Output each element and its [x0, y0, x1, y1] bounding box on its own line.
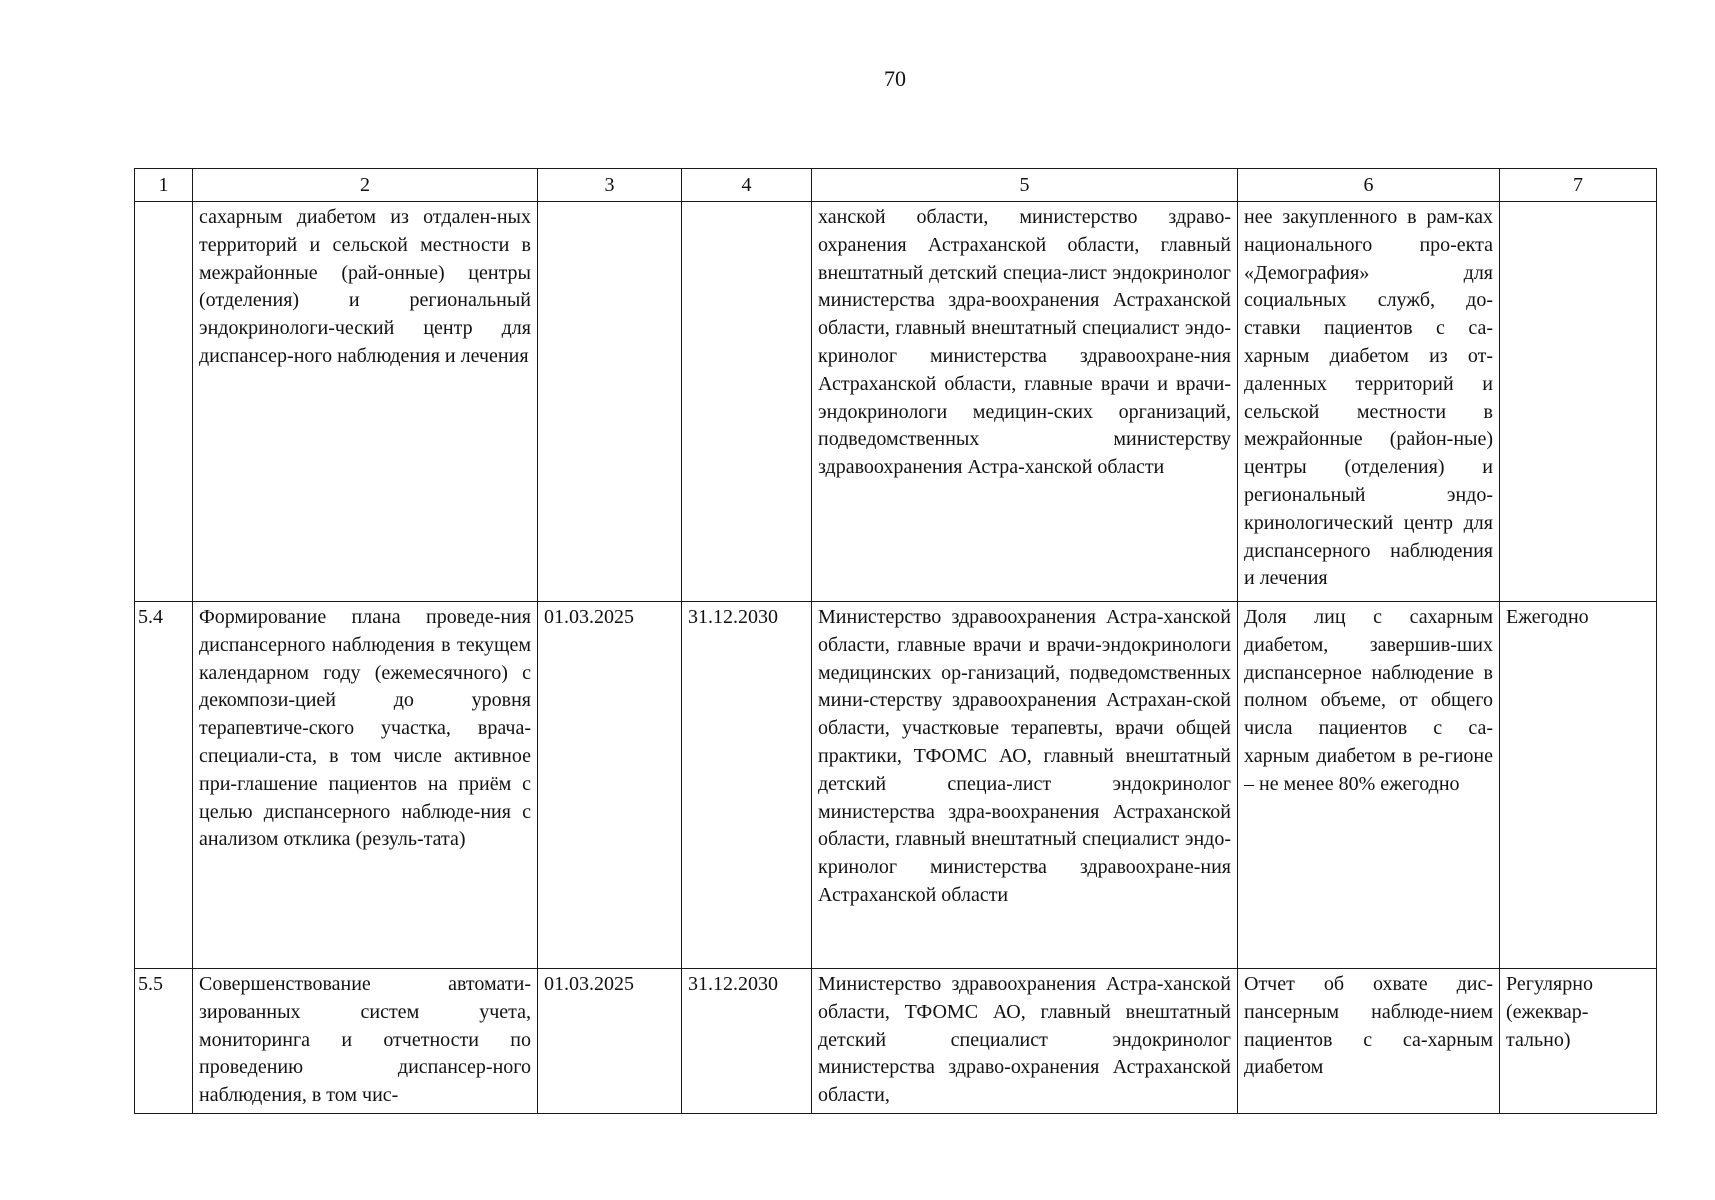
column-number: 3 [538, 169, 682, 202]
row-number [135, 202, 193, 602]
column-number: 4 [682, 169, 812, 202]
start-date-cell: 01.03.2025 [538, 602, 682, 969]
result-cell: Отчет об охвате дис-пансерным наблюде-нием пациентов с са-харным диабетом [1238, 969, 1500, 1114]
column-number: 6 [1238, 169, 1500, 202]
result-cell: нее закупленного в рам-ках национального про-екта «Демография» для социальных служб, до-ставки пациентов с са-харным диабетом из от-даленных территорий и сельской местности в межрайонные (район-ные) центры (отделения) и региональный эндо-кринологический центр для диспансерного наблюдения и лечения [1238, 202, 1500, 602]
plan-table [134, 168, 1657, 1114]
responsible-cell: Министерство здравоохранения Астра-ханской области, ТФОМС АО, главный внештатный детский специалист эндокринолог министерства здраво-охранения Астраханской области, [812, 969, 1238, 1114]
end-date-cell: 31.12.2030 [682, 969, 812, 1114]
column-number-row [135, 169, 1657, 202]
column-number: 2 [193, 169, 538, 202]
responsible-cell: ханской области, министерство здраво-охранения Астраханской области, главный внештатный детский специа-лист эндокринолог министерства здра-воохранения Астраханской области, главный внештатный специалист эндо-кринолог министерства здравоохране-ния Астраханской области, главные врачи и врачи-эндокринологи медицин-ских организаций, подведомственных министерству здравоохранения Астра-ханской области [812, 202, 1238, 602]
frequency-cell [1500, 202, 1657, 602]
table-row [135, 602, 1657, 969]
column-number: 1 [135, 169, 193, 202]
column-number: 5 [812, 169, 1238, 202]
end-date-cell: 31.12.2030 [682, 602, 812, 969]
row-number: 5.4 [135, 602, 193, 969]
table-row [135, 969, 1657, 1114]
page-number: 70 [884, 66, 906, 91]
event-cell: сахарным диабетом из отдален-ных территорий и сельской местности в межрайонные (рай-онные) центры (отделения) и региональный эндокринологи-ческий центр для диспансер-ного наблюдения и лечения [193, 202, 538, 602]
event-cell: Совершенствование автомати-зированных систем учета, мониторинга и отчетности по проведению диспансер-ного наблюдения, в том чис- [193, 969, 538, 1114]
frequency-cell: Регулярно (ежеквар-тально) [1500, 969, 1657, 1114]
start-date-cell [538, 202, 682, 602]
result-cell: Доля лиц с сахарным диабетом, завершив-ших диспансерное наблюдение в полном объеме, от общего числа пациентов с са-харным диабетом в ре-гионе – не менее 80% ежегодно [1238, 602, 1500, 969]
end-date-cell [682, 202, 812, 602]
responsible-cell: Министерство здравоохранения Астра-ханской области, главные врачи и врачи-эндокринологи медицинских ор-ганизаций, подведомственных мини-стерству здравоохранения Астрахан-ской области, участковые терапевты, врачи общей практики, ТФОМС АО, главный внештатный детский специа-лист эндокринолог министерства здра-воохранения Астраханской области, главный внештатный специалист эндо-кринолог министерства здравоохране-ния Астраханской области [812, 602, 1238, 969]
event-cell: Формирование плана проведе-ния диспансерного наблюдения в текущем календарном году (ежемесячного) с декомпози-цией до уровня терапевтиче-ского участка, врача-специали-ста, в том числе активное при-глашение пациентов на приём с целью диспансерного наблюде-ния с анализом отклика (резуль-тата) [193, 602, 538, 969]
column-number: 7 [1500, 169, 1657, 202]
start-date-cell: 01.03.2025 [538, 969, 682, 1114]
frequency-cell: Ежегодно [1500, 602, 1657, 969]
table-row [135, 202, 1657, 602]
row-number: 5.5 [135, 969, 193, 1114]
